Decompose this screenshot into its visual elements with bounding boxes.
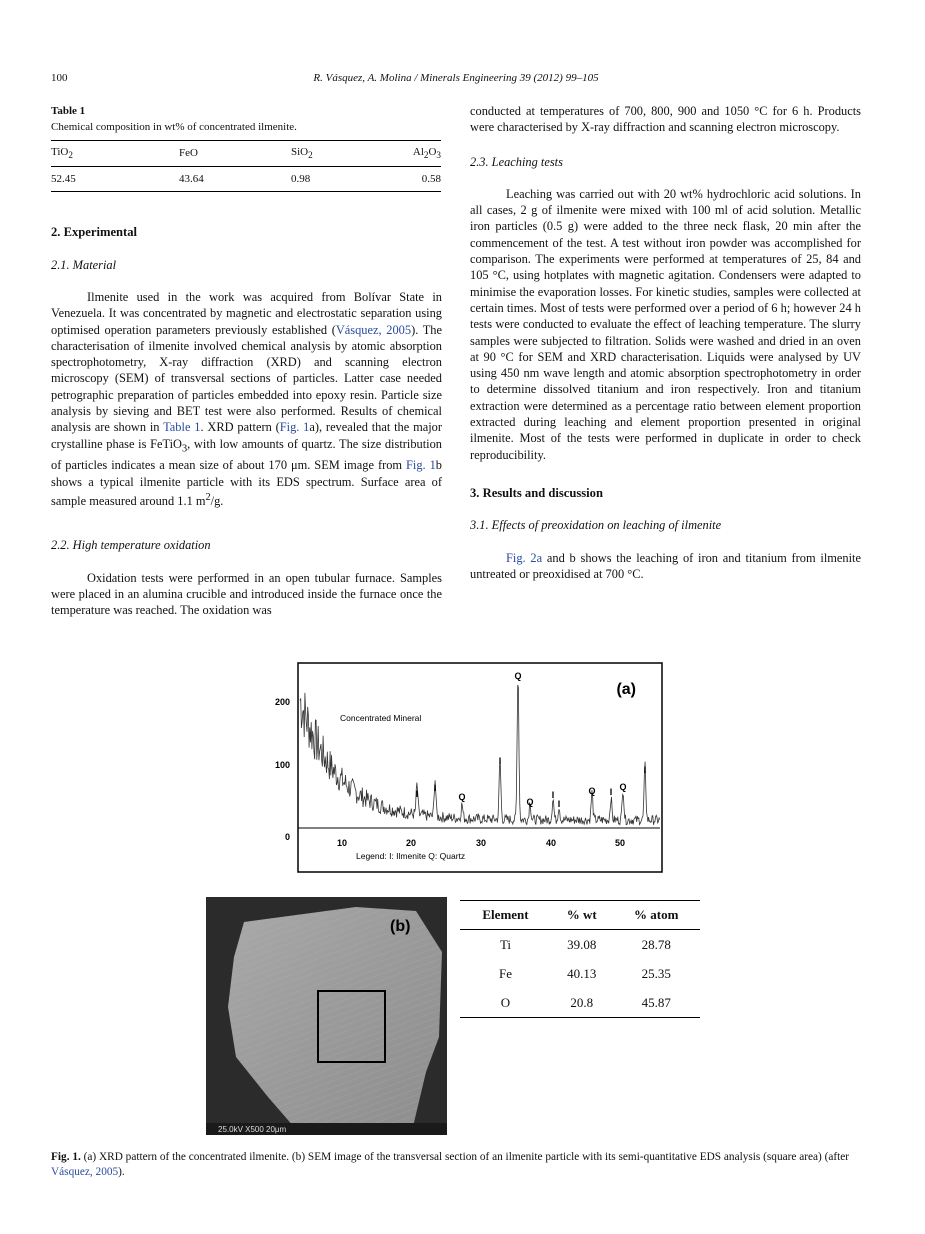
peak-label-ilmenite: I: [643, 765, 647, 775]
material-paragraph: Ilmenite used in the work was acquired from Bolívar State in Venezuela. It was concentrated by magnetic and electrostatic separation using optimised operation parameters previously established (Vásquez, 2005). The characterisation of ilmenite involved chemical analysis by atomic absorption spectrophotometry, X-ray diffraction (XRD) and scanning electron microscopy (SEM) of transversal sections of particles. Latter case needed petrographic preparation of particles embedded into epoxy resin. Particle size analysis by sieving and BET test were also performed. Results of chemical analysis are shown in Table 1. XRD pattern (Fig. 1a), revealed that the major crystalline phase is FeTiO$_3$, with low amounts of quartz. The size distribution of particles indicates a mean size of about 170 μm. SEM image from Fig. 1b shows a typical ilmenite particle with its EDS spectrum. Surface area of sample measured around 1.1 $m^2/g$.: [51, 289, 442, 509]
leaching-paragraph: Leaching was carried out with 20 wt% hydrochloric acid solutions. In all cases, 2 g of ilmenite were mixed with 100 ml of acid solution. Metallic iron particles (0.5 g) were added to the three neck flask, 20 min after the commencement of the test. A test without iron powder was accomplished for comparison. The experiments were performed at temperatures of 25, 84 and 105 °C, using hotplates with magnetic agitation. Condensers were adapted to minimise the evaporation losses. For kinetic studies, samples were collected at certain times. Most of tests were performed over a period of 6 h; however 24 h tests were conducted to evaluate the effect of leaching temperature. The slurry samples were subjected to filtration. Solids were washed and dried in an oven at 90 °C for SEM and XRD characterisation. Liquids were analysed by UV using 450 nm wave length and atomic absorption spectrophotometry in order to determine dissolved titanium and iron respectively. Iron and titanium extraction were determined as a percentage ratio between element proportion extracted during leaching and element proportion presented in original ilmenite. Most of the tests were performed in duplicate in order to check reproducibility.: [470, 186, 861, 462]
eds-cell: 39.08: [567, 936, 597, 952]
table1-cell: 0.58: [401, 167, 441, 192]
citation-link[interactable]: Vásquez, 2005: [335, 322, 412, 337]
figure-link[interactable]: Fig. 1: [279, 420, 310, 435]
y-tick-label: 100: [274, 760, 290, 770]
eds-header: % atom: [613, 901, 700, 930]
section-3-title: 3. Results and discussion: [470, 485, 603, 500]
table-link[interactable]: Table 1: [163, 420, 201, 435]
particle-texture: [228, 907, 442, 1135]
oxidation-paragraph: Oxidation tests were performed in an open tubular furnace. Samples were placed in an alumina crucible and introduced inside the furnace once the temperature was reached. The oxidation was: [51, 570, 442, 618]
section-3-1-title: 3.1. Effects of preoxidation on leaching of ilmenite: [470, 518, 722, 533]
peak-label-quartz: Q: [526, 797, 534, 807]
eds-cell: 45.87: [613, 988, 700, 1018]
peak-label-ilmenite: Q: [514, 671, 522, 681]
sem-image: [206, 897, 447, 1135]
left-column: [51, 103, 442, 619]
citation-link[interactable]: Vásquez, 2005: [51, 1166, 119, 1178]
peak-label-ilmenite: I: [609, 787, 613, 797]
x-tick-label: 50: [614, 838, 626, 848]
table1-col-al2o3: $Al_2O_3$: [401, 140, 441, 166]
figure-caption: Fig. 1. (a) XRD pattern of the concentrated ilmenite. (b) SEM image of the transversal section of an ilmenite particle with its semi-quantitative EDS analysis (square area) (after Vásquez, 2005).: [51, 1151, 850, 1178]
table1-col-tio2: TiO$_2$: [51, 140, 179, 166]
table1-col-sio2: SiO$_2$: [291, 140, 401, 166]
sem-particle-graphic: [206, 897, 447, 1135]
section-2-3-title: 2.3. Leaching tests: [470, 154, 563, 169]
eds-row: [460, 930, 700, 960]
x-tick-label: 40: [545, 838, 557, 848]
peak-label-ilmenite: I: [433, 783, 437, 793]
section-2-1-title: 2.1. Material: [51, 257, 117, 272]
x-tick-label: 30: [475, 838, 487, 848]
peak-label-quartz: Q: [619, 782, 627, 792]
eds-cell: 28.78: [641, 936, 671, 952]
peak-label-ilmenite: I: [415, 789, 419, 799]
sample-label: Concentrated Mineral: [340, 713, 422, 723]
y-tick-label: 200: [274, 697, 290, 707]
caption-label: Fig. 1.: [51, 1151, 81, 1163]
section-2-title: 2. Experimental: [51, 225, 138, 240]
figure-link[interactable]: Fig. 2a: [506, 550, 543, 565]
table1-row: [51, 167, 441, 192]
section-2-2-title: 2.2. High temperature oxidation: [51, 538, 211, 553]
table1-col-feo: FeO: [179, 140, 291, 166]
running-head: R. Vásquez, A. Molina / Minerals Engineering 39 (2012) 99–105: [313, 72, 599, 84]
eds-cell: 20.8: [551, 988, 613, 1018]
peak-label-quartz: Q: [588, 786, 596, 796]
table1-header-row: [51, 140, 441, 166]
table1: [51, 140, 441, 193]
xrd-pattern-figure: [260, 660, 670, 875]
x-tick-label: 10: [336, 838, 348, 848]
table1-cell: 52.45: [51, 167, 179, 192]
oxidation-paragraph-cont: conducted at temperatures of 700, 800, 900 and 1050 °C for 6 h. Products were characterised by X-ray diffraction and scanning electron microscopy.: [470, 104, 861, 135]
y-tick-label: 0: [284, 832, 290, 842]
eds-header-row: [460, 901, 700, 930]
panel-label-a: (a): [616, 681, 636, 698]
eds-row: [460, 988, 700, 1018]
eds-cell: 25.35: [641, 965, 671, 981]
table1-caption: Chemical composition in wt% of concentrated ilmenite.: [51, 121, 297, 134]
figure-link[interactable]: Fig. 1: [406, 458, 436, 473]
panel-label-b: (b): [390, 918, 411, 935]
peak-label-ilmenite: I: [498, 756, 502, 766]
eds-cell: Ti: [499, 936, 512, 952]
table1-label: Table 1: [51, 105, 86, 117]
eds-cell: O: [460, 988, 551, 1018]
eds-table: [460, 900, 700, 1018]
eds-cell: Fe: [499, 965, 512, 981]
eds-row: [460, 959, 700, 988]
eds-cell: 40.13: [567, 965, 597, 981]
results-paragraph: Fig. 2a and b shows the leaching of iron and titanium from ilmenite untreated or preoxidised at 700 °C.: [470, 550, 861, 581]
peak-label-ilmenite: I: [557, 799, 561, 809]
peak-label-quartz: Q: [458, 792, 466, 802]
x-tick-label: 20: [405, 838, 417, 848]
peak-label-ilmenite: I: [551, 790, 555, 800]
eds-header: Element: [460, 901, 551, 930]
table1-cell: 43.64: [179, 167, 291, 192]
sem-scalebar-text: 25.0kV X500 20μm: [218, 1125, 287, 1134]
eds-header: % wt: [551, 901, 613, 930]
legend: Legend: I: Ilmenite Q: Quartz: [356, 851, 466, 861]
page-number: 100: [51, 72, 68, 84]
right-column: [470, 103, 861, 582]
table1-cell: 0.98: [291, 167, 401, 192]
